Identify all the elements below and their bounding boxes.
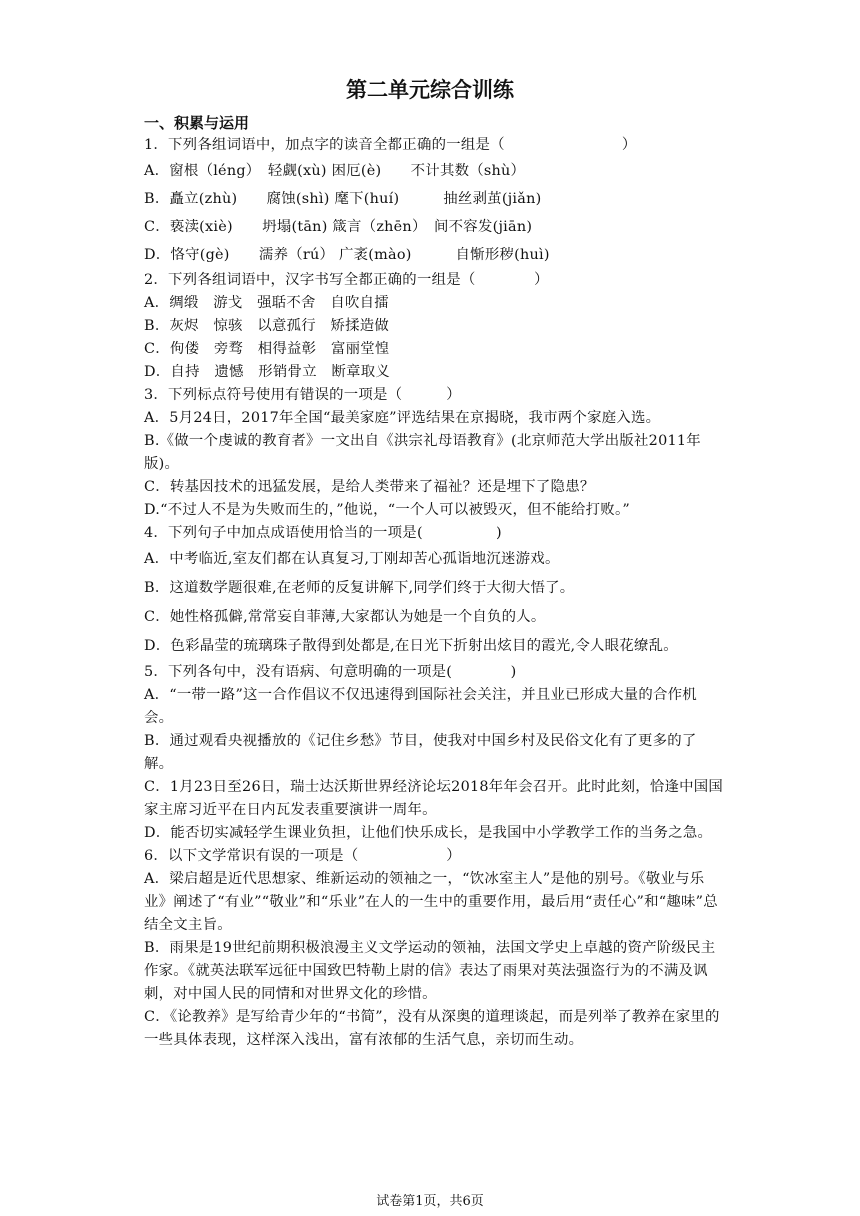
- option-a: A．窗根（léng） 轻觑(xù) 困厄(è) 不计其数（shù）: [144, 163, 526, 179]
- option-d: D.“不过人不是为失败而生的，”他说，“一个人可以被毁灭，但不能给打败。”: [144, 502, 630, 518]
- option-a: A．绸缎 游戈 强聒不舍 自吹自擂: [144, 295, 389, 311]
- option-c: C．1月23日至26日，瑞士达沃斯世界经济论坛2018年年会召开。此时此刻，恰逢中国国家主席习近平在日内瓦发表重要演讲一周年。: [144, 779, 724, 818]
- option-c: C．转基因技术的迅猛发展，是给人类带来了福祉？还是埋下了隐患？: [144, 479, 595, 495]
- option-c: C．她性格孤僻,常常妄自菲薄,大家都认为她是一个自负的人。: [144, 609, 546, 625]
- question-4: [144, 522, 724, 661]
- option-d: D．色彩晶莹的琉璃珠子散得到处都是,在日光下折射出炫目的霞光,令人眼花缭乱。: [144, 638, 678, 654]
- option-c: C．《论教养》是写给青少年的“书简”，没有从深奥的道理谈起，而是列举了教养在家里的一些具体表现，这样深入浅出，富有浓郁的生活气息，亲切而生动。: [144, 1009, 720, 1048]
- option-c: C．佝偻 旁骛 相得益彰 富丽堂惶: [144, 341, 390, 357]
- question-2: [144, 269, 724, 384]
- question-stem: 6．以下文学常识有误的一项是（ ）: [144, 848, 461, 864]
- option-b: B．灰烬 惊骇 以意孤行 矫揉造做: [144, 318, 390, 334]
- page-footer: 试卷第1页，共6页: [376, 1194, 484, 1209]
- question-6: [144, 845, 724, 1052]
- option-d: D．恪守(gè) 濡养（rú） 广袤(mào) 自惭形秽(huì): [144, 247, 550, 263]
- option-a: A．梁启超是近代思想家、维新运动的领袖之一，“饮冰室主人”是他的别号。《敬业与乐业》阐述了“有业”“敬业”和“乐业”在人的一生中的重要作用，最后用“责任心”和“趣味”总结全文主旨。: [144, 871, 718, 933]
- option-b: B．这道数学题很难,在老师的反复讲解下,同学们终于大彻大悟了。: [144, 580, 575, 596]
- option-b: B．矗立(zhù) 腐蚀(shì) 麾下(huí) 抽丝剥茧(jiǎn): [144, 191, 542, 207]
- section-title: 一、积累与运用: [144, 114, 250, 132]
- option-a: A．5月24日，2017年全国“最美家庭”评选结果在京揭晓，我市两个家庭入选。: [144, 410, 661, 426]
- question-1: [144, 134, 724, 269]
- option-b: B．通过观看央视播放的《记住乡愁》节目，使我对中国乡村及民俗文化有了更多的了解。: [144, 733, 697, 772]
- question-3: [144, 384, 724, 522]
- option-b: B．雨果是19世纪前期积极浪漫主义文学运动的领袖，法国文学史上卓越的资产阶级民主作家。《就英法联军远征中国致巴特勒上尉的信》表达了雨果对英法强盗行为的不满及讽刺，对中国人民的同情和对世界文化的珍惜。: [144, 940, 716, 1002]
- page-title: 第二单元综合训练: [346, 78, 514, 102]
- option-d: D．能否切实减轻学生课业负担，让他们快乐成长，是我国中小学教学工作的当务之急。: [144, 825, 713, 841]
- option-a: A．“一带一路”这一合作倡议不仅迅速得到国际社会关注，并且业已形成大量的合作机会。: [144, 687, 697, 726]
- question-5: [144, 661, 724, 845]
- option-c: C．亵渎(xiè) 坍塌(tān) 箴言（zhēn） 间不容发(jiān): [144, 219, 533, 235]
- question-content: [144, 112, 724, 1052]
- option-d: D．自持 遗憾 形销骨立 断章取义: [144, 364, 391, 380]
- option-b: B.《做一个虔诚的教育者》一文出自《洪宗礼母语教育》(北京师范大学出版社2011年版)。: [144, 433, 701, 472]
- question-stem: 5．下列各句中，没有语病、句意明确的一项是( ): [144, 664, 517, 680]
- option-a: A．中考临近,室友们都在认真复习,丁刚却苦心孤诣地沉迷游戏。: [144, 551, 560, 567]
- question-stem: 1．下列各组词语中，加点字的读音全都正确的一组是（ ）: [144, 137, 637, 153]
- question-stem: 3．下列标点符号使用有错误的一项是（ ）: [144, 387, 461, 403]
- question-stem: 2．下列各组词语中，汉字书写全都正确的一组是（ ）: [144, 272, 549, 288]
- question-stem: 4．下列句子中加点成语使用恰当的一项是( ): [144, 525, 502, 541]
